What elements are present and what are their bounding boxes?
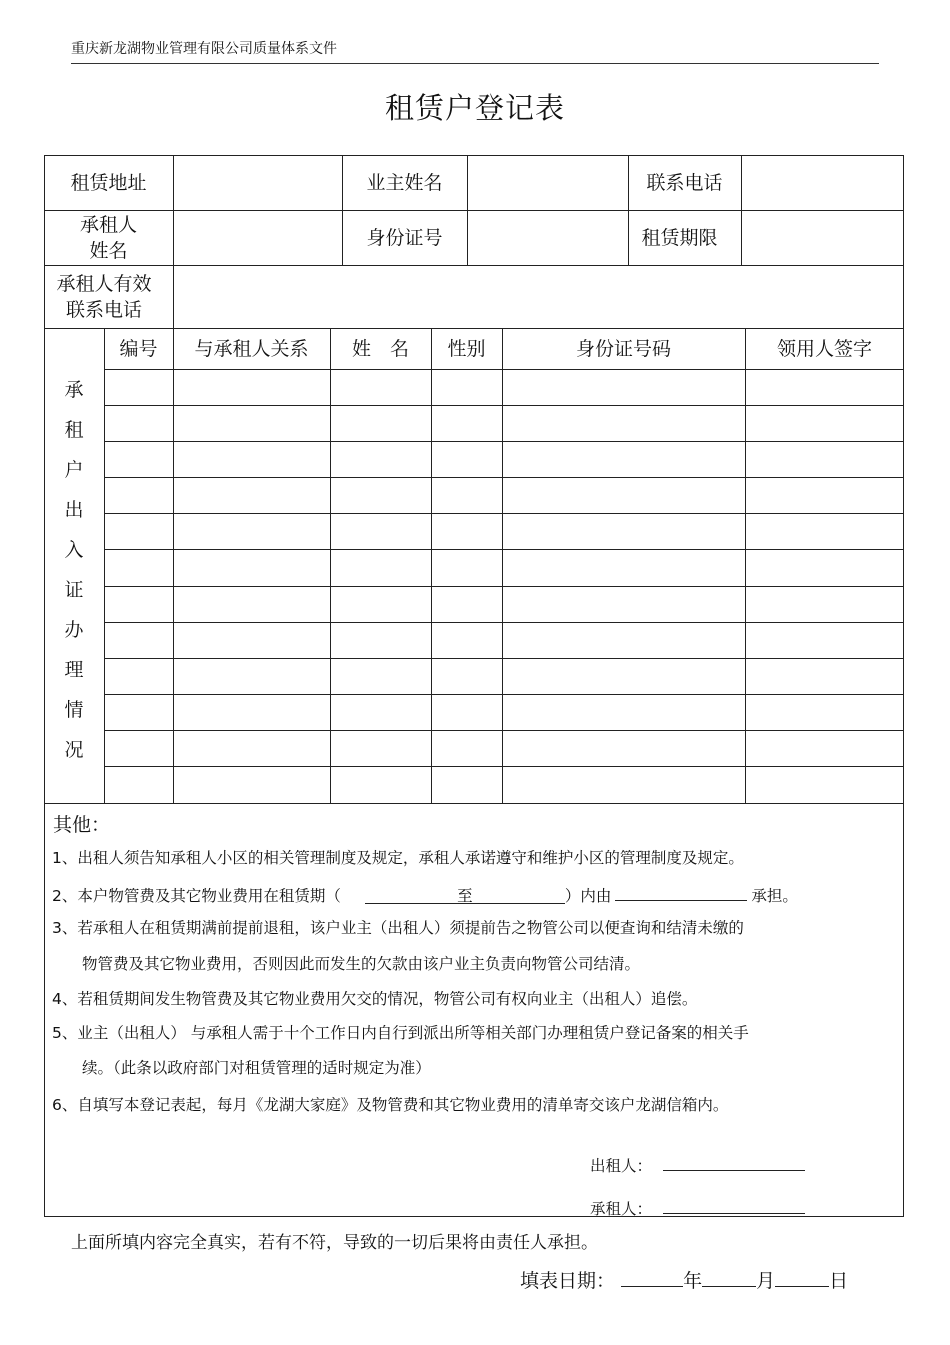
row-divider xyxy=(104,766,904,767)
lease-term-label: 租赁期限 xyxy=(641,226,718,249)
side-char: 况 xyxy=(64,739,84,761)
col-header-gender: 性别 xyxy=(447,337,486,360)
tenant-contact-label-line2: 联系电话 xyxy=(65,298,142,321)
tenant-contact-field[interactable] xyxy=(174,266,903,327)
address-label: 租赁地址 xyxy=(70,171,147,194)
clause-2-text-b: ）内由 xyxy=(564,887,612,905)
lessor-label: 出租人： xyxy=(590,1157,653,1175)
tenant-contact-label-line1: 承租人有效 xyxy=(56,272,152,295)
side-char: 办 xyxy=(64,619,84,641)
clause-2-to: 至 xyxy=(457,887,473,905)
fill-date-label: 填表日期： xyxy=(520,1270,616,1292)
clause-4: 4、若租赁期间发生物管费及其它物业费用欠交的情况，物管公司有权向业主（出租人）追偿。 xyxy=(52,990,698,1008)
phone-label: 联系电话 xyxy=(646,171,723,194)
tenant-name-field[interactable] xyxy=(174,211,341,264)
side-char: 理 xyxy=(64,659,84,681)
lease-term-field[interactable] xyxy=(742,211,903,264)
address-field[interactable] xyxy=(174,156,341,209)
side-char: 入 xyxy=(64,539,84,561)
col-divider xyxy=(431,328,432,803)
col-divider xyxy=(745,328,746,803)
clause-2 xyxy=(52,882,798,907)
row-divider xyxy=(104,441,904,442)
lessee-signature-blank[interactable] xyxy=(663,1195,805,1214)
id-number-label: 身份证号 xyxy=(366,226,443,249)
owner-name-field[interactable] xyxy=(468,156,627,209)
side-char: 出 xyxy=(64,499,84,521)
tenant-name-label xyxy=(44,210,173,265)
col-divider xyxy=(502,328,503,803)
side-char: 证 xyxy=(64,579,84,601)
lessee-signature-row xyxy=(590,1195,805,1219)
clause-2-text-a: 2、本户物管费及其它物业费用在租赁期（ xyxy=(52,887,341,905)
other-heading: 其他： xyxy=(53,814,111,836)
lease-period-blank[interactable] xyxy=(365,885,565,904)
row-divider xyxy=(104,658,904,659)
month-label: 月 xyxy=(756,1270,776,1292)
side-char: 承 xyxy=(64,379,84,401)
fee-bearer-blank[interactable] xyxy=(615,882,747,901)
year-blank[interactable] xyxy=(621,1268,683,1287)
lessor-signature-row xyxy=(590,1152,805,1176)
lessee-label: 承租人： xyxy=(590,1200,653,1218)
col-header-id-number: 身份证号码 xyxy=(575,337,671,360)
day-label: 日 xyxy=(829,1270,849,1292)
side-char: 情 xyxy=(64,699,84,721)
row-divider xyxy=(104,405,904,406)
side-char: 租 xyxy=(64,419,84,441)
year-label: 年 xyxy=(683,1270,703,1292)
id-number-field[interactable] xyxy=(468,211,627,264)
tenant-name-label-line2: 姓名 xyxy=(89,239,128,262)
clause-1: 1、出租人须告知承租人小区的相关管理制度及规定，承租人承诺遵守和维护小区的管理制度及规定。 xyxy=(52,849,744,867)
day-blank[interactable] xyxy=(775,1268,829,1287)
document-header: 重庆新龙湖物业管理有限公司质量体系文件 xyxy=(71,41,337,57)
side-char: 户 xyxy=(64,459,84,481)
col-header-number: 编号 xyxy=(119,337,158,360)
row-divider xyxy=(104,730,904,731)
row-divider xyxy=(104,622,904,623)
lessor-signature-blank[interactable] xyxy=(663,1152,805,1171)
row-divider xyxy=(104,477,904,478)
row-divider xyxy=(104,586,904,587)
row-divider xyxy=(44,803,904,804)
clause-3-line-1: 3、若承租人在租赁期满前提前退租，该户业主（出租人）须提前告之物管公司以便查询和结清未缴的 xyxy=(52,919,744,937)
header-divider xyxy=(71,63,879,64)
declaration-text: 上面所填内容完全真实，若有不符，导致的一切后果将由责任人承担。 xyxy=(71,1233,598,1253)
phone-field[interactable] xyxy=(742,156,903,209)
col-divider xyxy=(173,328,174,803)
fill-date-row xyxy=(520,1266,848,1293)
col-header-name: 姓 名 xyxy=(351,337,409,360)
tenant-contact-label xyxy=(44,265,164,328)
clause-5-line-1: 5、业主（出租人） 与承租人需于十个工作日内自行到派出所等相关部门办理租赁户登记备案的相关手 xyxy=(52,1024,749,1042)
col-header-recipient-signature: 领用人签字 xyxy=(776,337,872,360)
row-divider xyxy=(104,694,904,695)
col-header-relation: 与承租人关系 xyxy=(194,337,309,360)
clause-6: 6、自填写本登记表起，每月《龙湖大家庭》及物管费和其它物业费用的清单寄交该户龙湖信箱内。 xyxy=(52,1096,729,1114)
page-title: 租赁户登记表 xyxy=(384,91,565,125)
col-divider xyxy=(104,328,105,803)
month-blank[interactable] xyxy=(702,1268,756,1287)
tenant-name-label-line1: 承租人 xyxy=(79,213,137,236)
pass-section-side-label xyxy=(44,370,104,770)
clause-3-line-2: 物管费及其它物业费用，否则因此而发生的欠款由该户业主负责向物管公司结清。 xyxy=(82,955,641,973)
clause-5-line-2: 续。（此条以政府部门对租赁管理的适时规定为准） xyxy=(82,1059,431,1077)
col-divider xyxy=(330,328,331,803)
row-divider xyxy=(104,513,904,514)
row-divider xyxy=(104,369,904,370)
row-divider xyxy=(104,549,904,550)
clause-2-text-c: 承担。 xyxy=(751,887,798,905)
owner-name-label: 业主姓名 xyxy=(366,171,443,194)
